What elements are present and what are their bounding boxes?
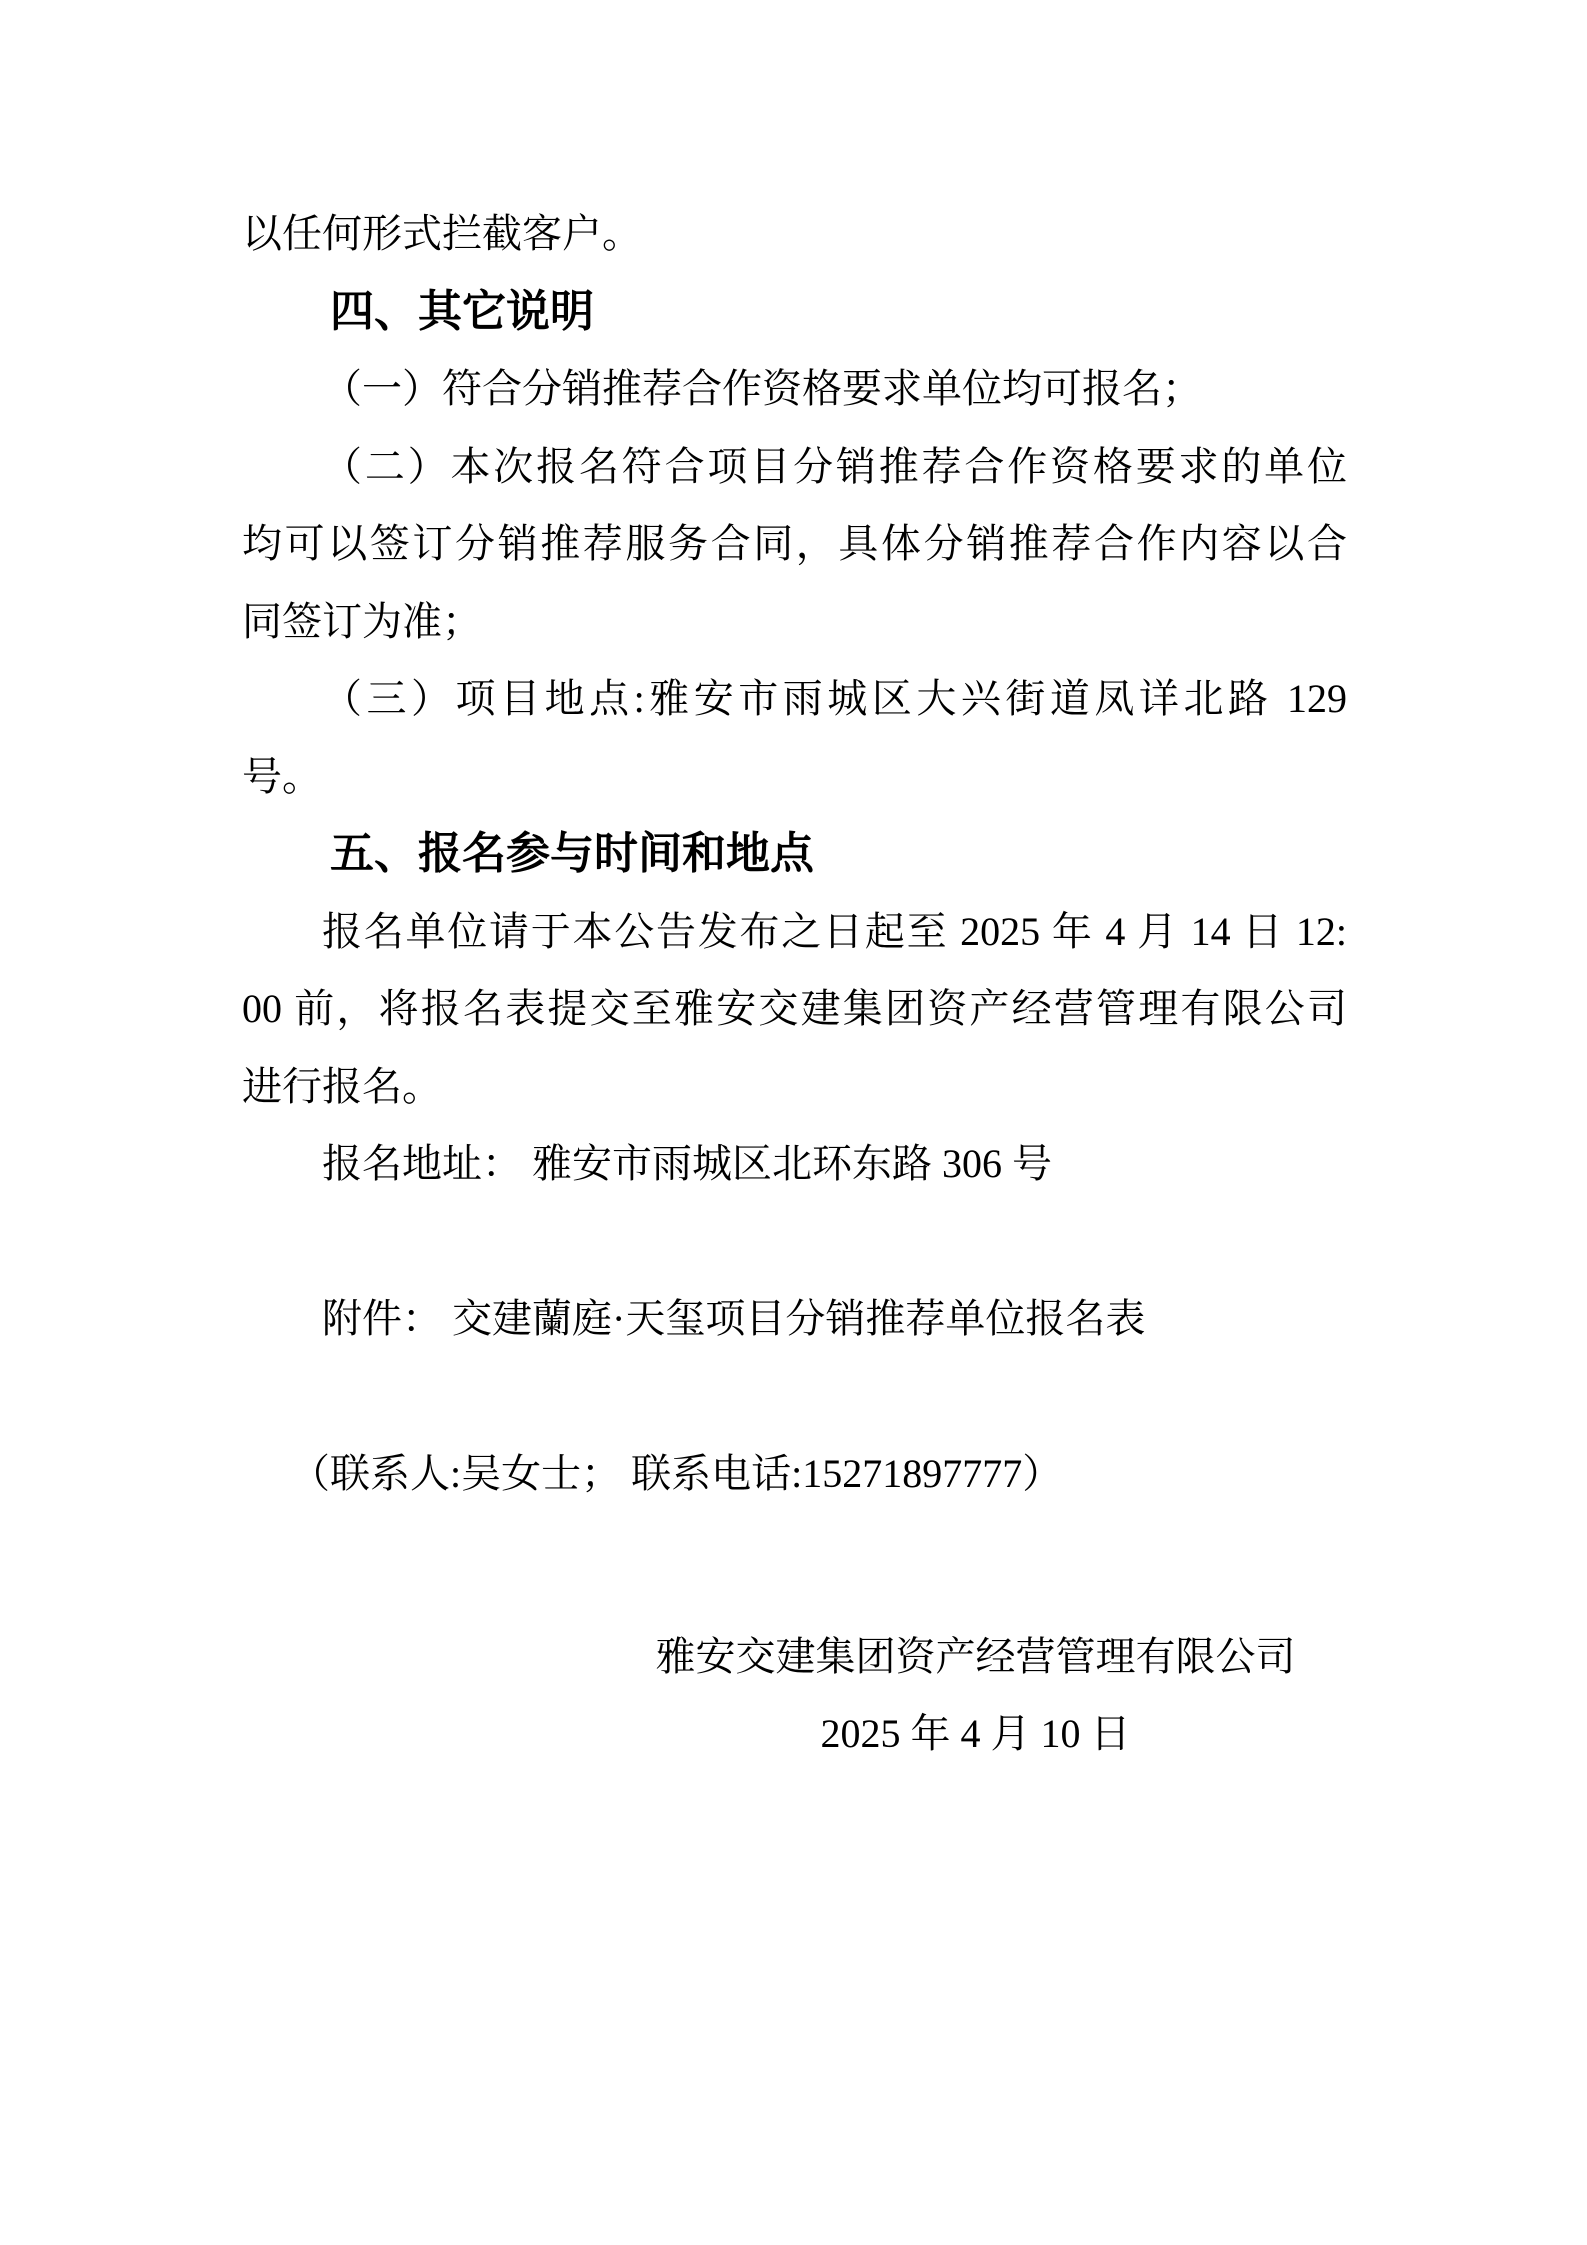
heading-section-5-registration-time-place: 五、报名参与时间和地点	[330, 829, 814, 878]
registration-address: 报名地址： 雅安市雨城区北环东路 306 号	[322, 1141, 1052, 1186]
contact-info: （联系人:吴女士； 联系电话:15271897777）	[290, 1451, 1063, 1496]
registration-deadline-line-1: 报名单位请于本公告发布之日起至 2025 年 4 月 14 日 12:	[322, 908, 1347, 954]
paragraph-intercept-customers: 以任何形式拦截客户。	[242, 211, 642, 256]
item-2-contract-line-3: 同签订为准；	[242, 598, 482, 644]
blank-line	[242, 1203, 1347, 1281]
attachment-note: 附件： 交建蘭庭·天玺项目分销推荐单位报名表	[322, 1296, 1146, 1341]
item-2-contract-line-2: 均可以签订分销推荐服务合同，具体分销推荐合作内容以合	[242, 521, 1347, 566]
item-2-contract-line-1: （二）本次报名符合项目分销推荐合作资格要求的单位	[322, 443, 1347, 489]
item-3-project-address-line-2: 号。	[242, 753, 322, 799]
signature-date: 2025 年 4 月 10 日	[820, 1711, 1131, 1756]
registration-deadline-line-3: 进行报名。	[242, 1063, 442, 1109]
blank-line	[242, 1358, 1347, 1436]
heading-section-4-other-notes: 四、其它说明	[330, 286, 594, 336]
signature-company: 雅安交建集团资产经营管理有限公司	[655, 1633, 1296, 1679]
registration-deadline-line-2: 00 前，将报名表提交至雅安交建集团资产经营管理有限公司	[242, 986, 1347, 1031]
blank-line	[242, 1513, 1347, 1618]
item-1-eligibility: （一）符合分销推荐合作资格要求单位均可报名；	[322, 366, 1202, 411]
item-3-project-address-line-1: （三）项目地点:雅安市雨城区大兴街道凤详北路 129	[322, 676, 1347, 721]
